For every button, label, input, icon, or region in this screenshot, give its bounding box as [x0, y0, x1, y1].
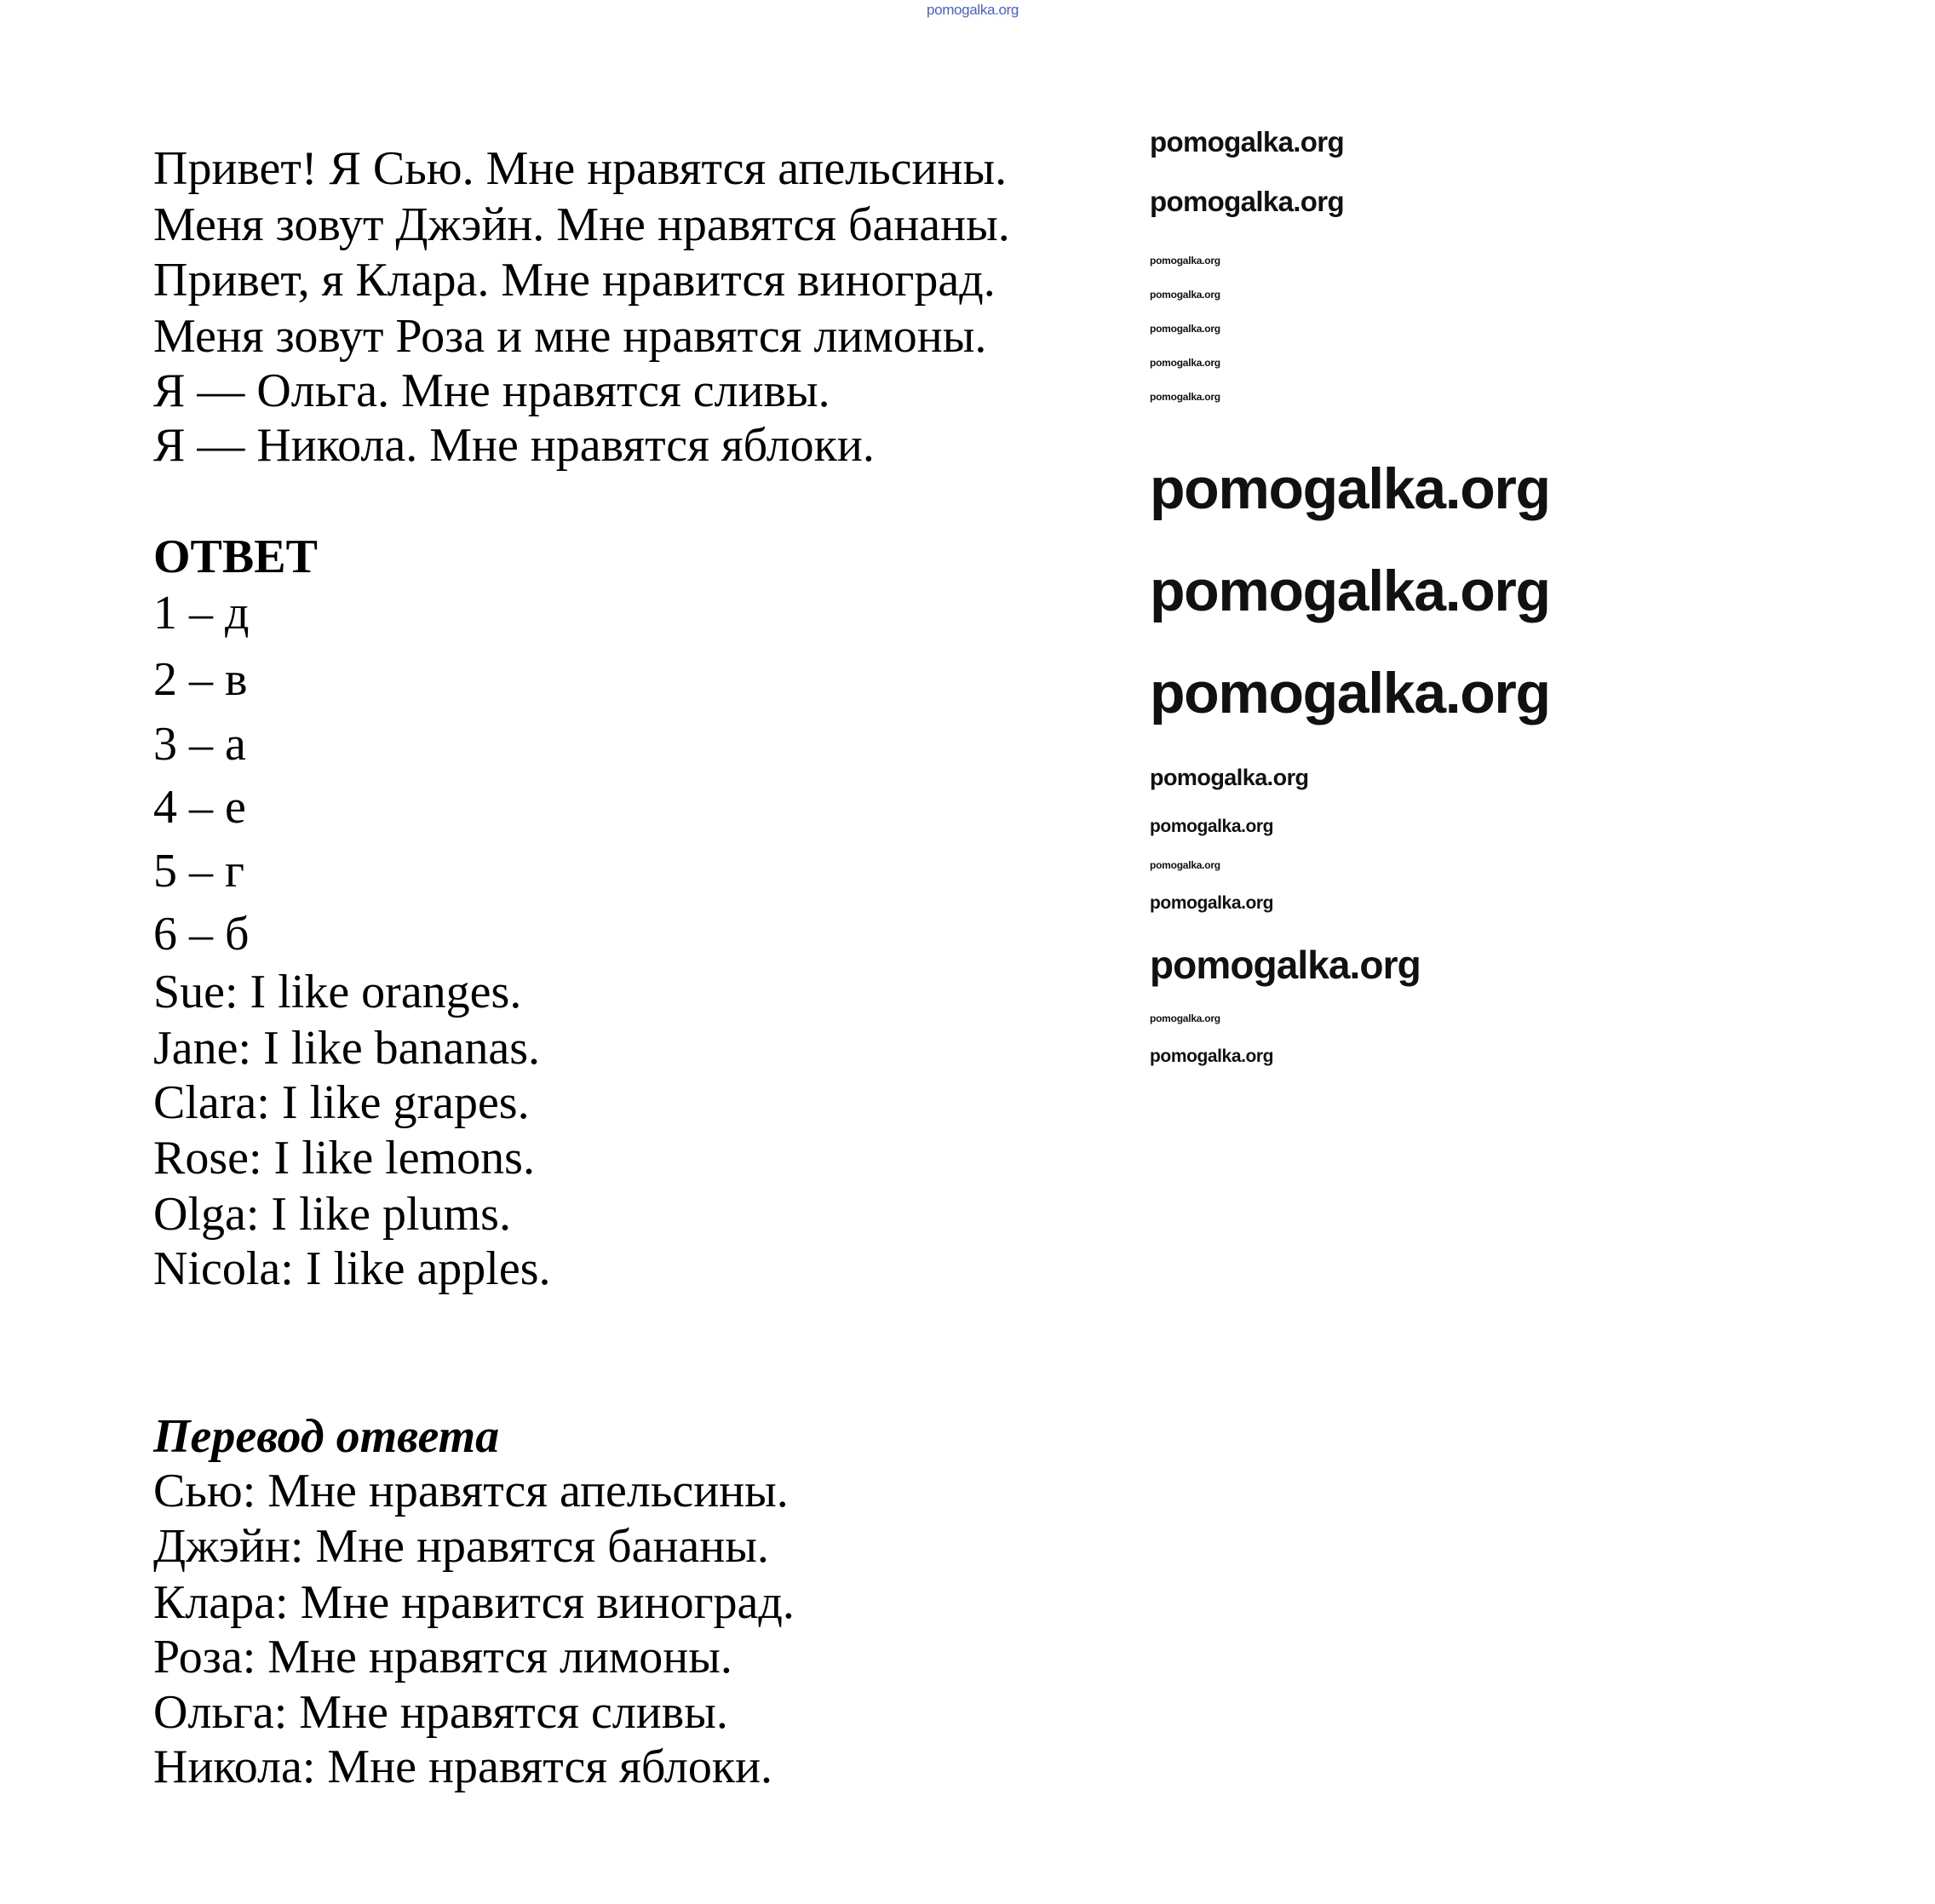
watermark: pomogalka.org [1150, 357, 1220, 369]
translation-line: Роза: Мне нравятся лимоны. [153, 1631, 732, 1683]
watermark: pomogalka.org [1150, 893, 1274, 913]
task-line: Я — Никола. Мне нравятся яблоки. [153, 419, 875, 472]
translation-line: Джэйн: Мне нравятся бананы. [153, 1520, 769, 1573]
answer-item: 1 – д [153, 587, 250, 639]
watermark: pomogalka.org [1150, 456, 1550, 521]
watermark: pomogalka.org [1150, 943, 1421, 987]
task-line: Меня зовут Джэйн. Мне нравятся бананы. [153, 198, 1010, 251]
english-line: Clara: I like grapes. [153, 1076, 530, 1129]
translation-line: Клара: Мне нравится виноград. [153, 1576, 795, 1629]
translation-line: Сью: Мне нравятся апельсины. [153, 1465, 789, 1517]
english-line: Jane: I like bananas. [153, 1022, 541, 1075]
english-line: Nicola: I like apples. [153, 1242, 551, 1295]
answer-item: 3 – а [153, 718, 246, 771]
task-line: Я — Ольга. Мне нравятся сливы. [153, 364, 830, 417]
watermark: pomogalka.org [1150, 391, 1220, 403]
translation-line: Никола: Мне нравятся яблоки. [153, 1741, 773, 1793]
watermark: pomogalka.org [1150, 255, 1220, 267]
translation-line: Ольга: Мне нравятся сливы. [153, 1686, 728, 1739]
answer-item: 5 – г [153, 845, 244, 898]
translation-heading: Перевод ответа [153, 1410, 500, 1463]
watermark: pomogalka.org [1150, 559, 1550, 623]
watermark: pomogalka.org [1150, 1012, 1220, 1024]
task-line: Меня зовут Роза и мне нравятся лимоны. [153, 310, 987, 363]
watermark: pomogalka.org [927, 2, 1019, 18]
watermark: pomogalka.org [1150, 323, 1220, 335]
watermark: pomogalka.org [1150, 126, 1344, 158]
watermark: pomogalka.org [1150, 186, 1344, 217]
watermark: pomogalka.org [1150, 859, 1220, 871]
watermark: pomogalka.org [1150, 289, 1220, 301]
english-line: Olga: I like plums. [153, 1188, 511, 1241]
answer-item: 4 – е [153, 781, 246, 834]
answer-heading: ОТВЕТ [153, 530, 318, 583]
task-line: Привет! Я Сью. Мне нравятся апельсины. [153, 142, 1008, 195]
task-line: Привет, я Клара. Мне нравится виноград. [153, 254, 996, 307]
answer-item: 2 – в [153, 653, 248, 706]
watermark: pomogalka.org [1150, 661, 1550, 725]
answer-item: 6 – б [153, 908, 250, 961]
english-line: Rose: I like lemons. [153, 1132, 535, 1184]
english-line: Sue: I like oranges. [153, 966, 522, 1018]
watermark: pomogalka.org [1150, 817, 1274, 836]
watermark: pomogalka.org [1150, 1047, 1274, 1066]
watermark: pomogalka.org [1150, 765, 1309, 790]
